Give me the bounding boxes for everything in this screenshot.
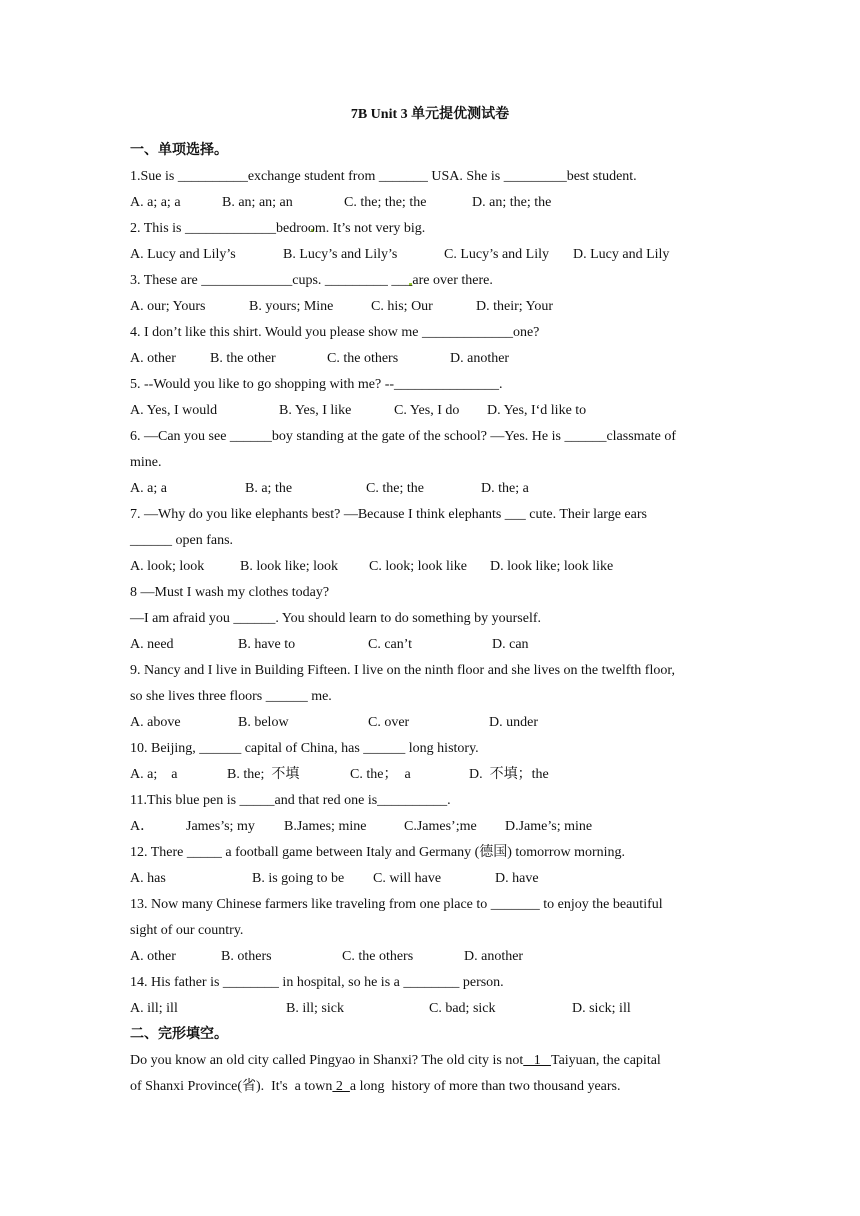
option: A. need	[130, 637, 174, 652]
option: A. other	[130, 949, 176, 964]
question-options	[130, 554, 730, 580]
option: A. ill; ill	[130, 1001, 178, 1016]
question-text-line: 9. Nancy and I live in Building Fifteen. I live on the ninth floor and she lives on the twelfth floor,	[130, 663, 675, 678]
option: A. a; a	[130, 767, 178, 782]
option: B. look like; look	[240, 559, 338, 574]
option: D. their; Your	[476, 299, 554, 314]
option: B. others	[221, 949, 272, 964]
option: B. the; 不填	[227, 767, 300, 782]
option: D.Jame’s; mine	[505, 819, 593, 834]
option: C.James’;me	[404, 819, 477, 834]
question-list	[130, 138, 730, 1100]
question-text: 4. I don’t like this shirt. Would you please show me _____________one?	[130, 325, 540, 340]
question-text-line: 6. —Can you see ______boy standing at the gate of the school? —Yes. He is ______classmate of	[130, 429, 677, 444]
option: C. Lucy’s and Lily	[444, 247, 549, 262]
passage-text: a long history of more than two thousand years.	[349, 1079, 621, 1094]
option: B.James; mine	[284, 819, 367, 834]
question-options	[130, 294, 730, 320]
option: C. over	[368, 715, 410, 730]
option: C. the; the; the	[344, 195, 427, 210]
question-options	[130, 762, 730, 788]
passage-line	[130, 1048, 730, 1074]
question-text-continued: ______ open fans.	[130, 533, 234, 548]
question-options	[130, 346, 730, 372]
option: A. has	[130, 871, 166, 886]
option: B. ill; sick	[286, 1001, 344, 1016]
question-text-continued: —I am afraid you ______. You should learn to do something by yourself.	[130, 611, 542, 626]
passage-line	[130, 1074, 730, 1100]
option: C. the others	[342, 949, 414, 964]
option: D. under	[489, 715, 538, 730]
option: B. Lucy’s and Lily’s	[283, 247, 398, 262]
option: C. bad; sick	[429, 1001, 496, 1016]
question-text: 3. These are _____________cups. _________ ___are over there.	[130, 273, 493, 288]
option: C. his; Our	[371, 299, 433, 314]
option: D. 不填；the	[469, 767, 549, 782]
option: B. below	[238, 715, 289, 730]
option: C. the; the	[366, 481, 424, 496]
option: B. an; an; an	[222, 195, 293, 210]
question-options	[130, 476, 730, 502]
passage-text: Taiyuan, the capital	[551, 1053, 661, 1068]
section-heading: 二、完形填空。	[130, 1027, 228, 1042]
option: C. Yes, I do	[394, 403, 460, 418]
question-options	[130, 632, 730, 658]
question-text-continued: sight of our country.	[130, 923, 244, 938]
question-options	[130, 242, 730, 268]
option: D. another	[450, 351, 510, 366]
option: A. Yes, I would	[130, 403, 218, 418]
blank-1: 1	[523, 1053, 551, 1068]
question-text: 14. His father is ________ in hospital, so he is a ________ person.	[130, 975, 504, 990]
option: B. the other	[210, 351, 276, 366]
option: A. our; Yours	[130, 299, 206, 314]
option: B. is going to be	[252, 871, 345, 886]
question-text: 11.This blue pen is _____and that red one is__________.	[130, 793, 451, 808]
option: B. have to	[238, 637, 296, 652]
question-text	[130, 892, 730, 918]
option: D. an; the; the	[472, 195, 552, 210]
question-text	[130, 424, 730, 450]
passage-text: of Shanxi Province(省). It's a town	[130, 1079, 333, 1094]
option: A. look; look	[130, 559, 205, 574]
question-options	[130, 190, 730, 216]
question-text-line: 13. Now many Chinese farmers like traveling from one place to _______ to enjoy the beautiful	[130, 897, 663, 912]
question-text: 2. This is _____________bedroom. It’s not very big.	[130, 221, 426, 236]
option: D. can	[492, 637, 529, 652]
option: C. can’t	[368, 637, 413, 652]
option: A. a; a; a	[130, 195, 181, 210]
question-text: 12. There _____ a football game between Italy and Germany (德国) tomorrow morning.	[130, 845, 626, 860]
question-text-continued: mine.	[130, 455, 162, 470]
question-options	[130, 866, 730, 892]
document-title: 7B Unit 3 单元提优测试卷	[350, 107, 510, 122]
question-text-line: 7. —Why do you like elephants best? —Because I think elephants ___ cute. Their large ears	[130, 507, 647, 522]
question-options	[130, 996, 730, 1022]
question-text	[130, 502, 730, 528]
option: B. Yes, I like	[279, 403, 352, 418]
question-text: 10. Beijing, ______ capital of China, has ______ long history.	[130, 741, 479, 756]
question-text: 8 —Must I wash my clothes today?	[130, 585, 330, 600]
option: D. sick; ill	[572, 1001, 631, 1016]
option: D. another	[464, 949, 524, 964]
question-text-continued: so she lives three floors ______ me.	[130, 689, 332, 704]
option: A. other	[130, 351, 176, 366]
option: B. a; the	[245, 481, 293, 496]
question-options	[130, 710, 730, 736]
option: C. look; look like	[369, 559, 467, 574]
option: C. will have	[373, 871, 442, 886]
question-options	[130, 814, 730, 840]
option: A. a; a	[130, 481, 167, 496]
question-text: 5. --Would you like to go shopping with me? --_______________.	[130, 377, 503, 392]
option: A. above	[130, 715, 181, 730]
question-options	[130, 398, 730, 424]
option: A．	[130, 819, 155, 834]
question-text	[130, 658, 730, 684]
question-text: 1.Sue is __________exchange student from _______ USA. She is _________best student.	[130, 169, 637, 184]
option: D. Yes, I‘d like to	[487, 403, 587, 418]
question-options	[130, 944, 730, 970]
option: A. Lucy and Lily’s	[130, 247, 236, 262]
option: B. yours; Mine	[249, 299, 334, 314]
option: James’s; my	[186, 819, 255, 834]
option: D. the; a	[481, 481, 529, 496]
section-heading: 一、单项选择。	[130, 143, 228, 158]
option: D. Lucy and Lily	[573, 247, 670, 262]
passage-text: Do you know an old city called Pingyao in Shanxi? The old city is not	[130, 1053, 524, 1068]
option: D. look like; look like	[490, 559, 614, 574]
option: C. the； a	[350, 767, 411, 782]
option: C. the others	[327, 351, 399, 366]
option: D. have	[495, 871, 539, 886]
blank-2: 2	[332, 1079, 350, 1094]
